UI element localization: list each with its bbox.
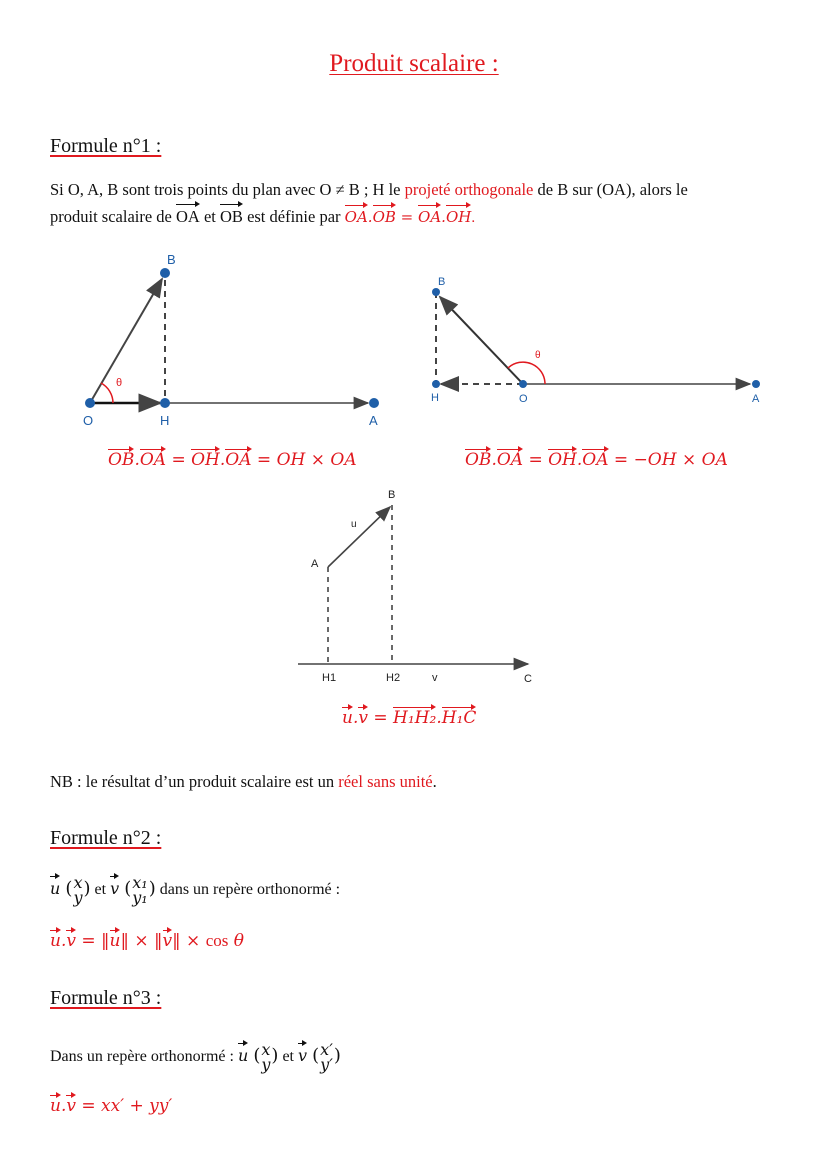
formula-text: ‖ × ‖ (120, 931, 163, 951)
column-component: x₁ (132, 872, 148, 892)
label-B: B (438, 276, 446, 288)
formula-text: . (441, 208, 446, 226)
formula-text: = (367, 708, 394, 728)
vector-symbol: OH (446, 203, 471, 229)
text: produit scalaire de (50, 207, 176, 226)
column-component: y (261, 1054, 271, 1074)
formula-text: . (60, 1096, 67, 1116)
vector-OB: OB (220, 202, 243, 228)
formula-text: = (395, 208, 419, 226)
formula-text: Dans un repère orthonormé : (50, 1048, 238, 1065)
label-v: v (432, 672, 438, 684)
formule-3-heading: Formule n°3 : (50, 987, 162, 1009)
formula-text: . (60, 931, 67, 951)
column-vector: ( x₁ y₁ ) (124, 872, 156, 907)
formule-3-formula (50, 1093, 172, 1116)
column-component: x (261, 1039, 271, 1059)
column-component: y (73, 887, 83, 907)
vector-symbol: OB (373, 203, 396, 229)
vector-symbol: v (163, 928, 173, 951)
text: et (199, 207, 221, 226)
label-H1: H1 (322, 672, 337, 684)
label-B: B (388, 489, 396, 501)
vector-symbol: OA (225, 447, 251, 470)
point-B (160, 268, 170, 278)
label-O: O (519, 393, 528, 405)
formula-text: = ‖ (75, 931, 110, 951)
label-A: A (369, 413, 378, 428)
vector-symbol: OA (418, 203, 441, 229)
formula-text: = xx′ + yy′ (75, 1096, 173, 1116)
diagram-3 (298, 489, 532, 685)
formula-text: . (352, 708, 359, 728)
formula-text: = OH × OA (251, 450, 357, 470)
vector-symbol: u (50, 928, 61, 951)
point-O (85, 398, 95, 408)
formula-text: . (436, 708, 442, 728)
angle-arc (101, 383, 113, 403)
point-A (752, 380, 760, 388)
vector-symbol: v (110, 874, 119, 900)
vector-symbol: OH (191, 447, 220, 470)
vector-OB-arrow (90, 279, 162, 403)
label-theta: θ (116, 377, 123, 389)
formule-2-statement (50, 874, 340, 905)
formula-text: . (134, 450, 140, 470)
text: NB : le résultat d’un produit scalaire est un (50, 772, 339, 791)
formula-text: . (471, 210, 476, 226)
formula-text: . (576, 450, 583, 470)
vector-symbol: OA (582, 447, 608, 470)
vector-symbol: v (66, 928, 76, 951)
text: de B sur (OA), alors le (533, 180, 688, 199)
formula-text: et (90, 881, 111, 898)
vector-symbol: v (298, 1041, 307, 1067)
vector-symbol: u (238, 1041, 248, 1067)
vector-symbol: OH (548, 447, 577, 470)
vector-OB-arrow (440, 297, 523, 384)
vector-symbol: u (50, 874, 60, 900)
vector-symbol: v (358, 705, 368, 728)
formule-2-formula (50, 928, 244, 951)
reel-sans-unite-text: réel sans unité (338, 772, 433, 791)
point-O (519, 380, 527, 388)
label-H: H (431, 392, 439, 404)
diagram-2-formula (465, 447, 728, 470)
column-vector: ( x y ) (65, 872, 91, 907)
label-H: H (160, 413, 170, 428)
point-H (432, 380, 440, 388)
formula-text: dans un repère orthonormé : (155, 881, 341, 898)
formule-2-heading: Formule n°2 : (50, 827, 162, 849)
point-B (432, 288, 440, 296)
formula-text: ‖ × (172, 931, 206, 951)
vector-symbol: OB (465, 447, 491, 470)
vector-symbol: OA (140, 447, 166, 470)
vector-OA: OA (176, 202, 200, 228)
formula-text: = (166, 450, 192, 470)
column-component: x (73, 872, 83, 892)
label-B: B (167, 252, 176, 267)
label-theta: θ (535, 350, 541, 361)
formula-text: et (278, 1048, 298, 1065)
column-component: x′ (320, 1039, 333, 1059)
formula-text: = −OH × OA (608, 450, 728, 470)
diagram-1 (83, 252, 379, 428)
formula-text: θ (228, 931, 245, 951)
vector-symbol: H₁H₂ (393, 705, 436, 728)
formula-text: = (523, 450, 549, 470)
point-A (369, 398, 379, 408)
formula-text: . (491, 450, 497, 470)
column-component: y₁ (132, 887, 148, 907)
vector-symbol: v (66, 1093, 76, 1116)
vector-u-arrow (328, 507, 390, 567)
column-vector: ( x y ) (253, 1039, 279, 1074)
label-A: A (752, 393, 760, 405)
label-u: u (351, 519, 357, 530)
vector-symbol: u (50, 1093, 61, 1116)
text: Si O, A, B sont trois points du plan avec O ≠ B ; H le (50, 180, 405, 199)
column-component: y′ (320, 1054, 333, 1074)
formula-text: cos (205, 931, 229, 950)
vector-symbol: H₁C (442, 705, 477, 728)
label-A: A (311, 558, 319, 570)
vector-symbol: OB (108, 447, 134, 470)
vector-symbol: u (110, 928, 121, 951)
vector-symbol: OA (497, 447, 523, 470)
label-H2: H2 (386, 672, 401, 684)
text: . (432, 772, 437, 791)
vector-symbol: OA (345, 203, 368, 229)
vector-symbol: u (342, 705, 353, 728)
diagram-2 (431, 276, 760, 405)
formule-1-heading: Formule n°1 : (50, 135, 162, 157)
point-H (160, 398, 170, 408)
formula-text: . (219, 450, 226, 470)
label-C: C (524, 673, 532, 685)
page-title: Produit scalaire : (329, 50, 499, 77)
column-vector: ( x′ y′ ) (312, 1039, 341, 1074)
nb-note (50, 770, 437, 793)
formule-3-statement (50, 1041, 341, 1072)
text: est définie par (242, 207, 345, 226)
projete-orthogonale-text: projeté orthogonale (404, 180, 534, 199)
diagram-1-formula (108, 447, 357, 470)
formula-text: . (367, 208, 373, 226)
diagram-3-formula (342, 705, 476, 728)
label-O: O (83, 413, 94, 428)
